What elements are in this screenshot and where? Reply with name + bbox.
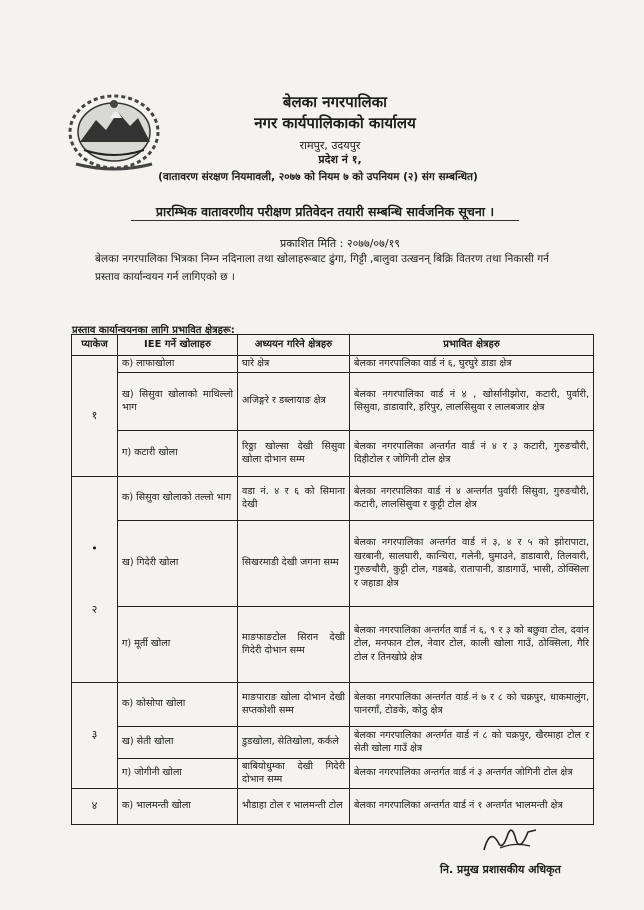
package-cell: ४: [72, 788, 118, 824]
nepal-emblem-icon: [66, 90, 162, 172]
table-header-row: [72, 335, 594, 356]
study-area-cell: भौडाहा टोल र भालमन्ती टोल: [238, 788, 350, 824]
study-area-cell: अजिङ्गरे र डब्लायाङ क्षेत्र: [238, 372, 350, 430]
signatory-title: नि. प्रमुख प्रशासकीय अधिकृत: [440, 863, 561, 876]
affected-cell: बेलका नगरपालिका अन्तर्गत वार्ड नं ८ को चक्रपुर, खैरमाहा टोल र सेती खोला गाउँ क्षेत्र: [350, 726, 594, 758]
table-row: [72, 430, 594, 476]
affected-cell: बेलका नगरपालिका वार्ड नं ४ अन्तर्गत पुर्वारी सिसुवा, गुरुङचौरी, कटारी, लालसिसुवा र कुट्टी टोल क्षेत्र: [350, 476, 594, 520]
river-cell: क) सिसुवा खोलाको तल्लो भाग: [118, 476, 238, 520]
package-cell: १: [72, 356, 118, 477]
river-cell: क) कोसोपा खोला: [118, 682, 238, 726]
study-area-cell: घारे क्षेत्र: [238, 356, 350, 373]
office-subtitle: नगर कार्यपालिकाको कार्यालय: [254, 114, 416, 132]
affected-cell: बेलका नगरपालिका वार्ड नं ६, घुरघुरे डाडा क्षेत्र: [350, 356, 594, 373]
notice-title: प्रारम्भिक वातावरणीय परीक्षण प्रतिवेदन तयारी सम्बन्धि सार्वजनिक सूचना ।: [155, 204, 495, 219]
affected-cell: बेलका नगरपालिका अन्तर्गत वार्ड नं १ अन्तर्गत भालमन्ती क्षेत्र: [350, 788, 594, 824]
affected-cell: बेलका नगरपालिका अन्तर्गत वार्ड नं ७ र ८ को चक्रपुर, धाकमालुंग, पानरगाँ, टोङके, कोठु क्षेत्र: [350, 682, 594, 726]
table-row: [72, 356, 594, 373]
affected-cell: बेलका नगरपालिका अन्तर्गत वार्ड नं ३, ४ र ५ को झोरापाटा, खरबानी, सालघारी, कान्चिरा, गलेनी, घुमाउने, डाडावारी, तिलवारी, गुरुङचौरी, कुट्टी टोल, गडबढे, रातापानी, डाडागाउँ, भासी, ठोक्सिला र जहाडा क्षेत्र: [350, 520, 594, 606]
river-cell: ख) सेती खोला: [118, 726, 238, 758]
table-row: [72, 520, 594, 606]
table-row: [72, 788, 594, 824]
table-caption: प्रस्ताव कार्यान्वयनका लागि प्रभावित क्षेत्रहरू:: [72, 325, 235, 336]
office-name: बेलका नगरपालिका: [282, 93, 388, 111]
table-row: [72, 372, 594, 430]
study-area-cell: सिखरमाडी देखी जगना सम्म: [238, 520, 350, 606]
package-cell: [72, 476, 118, 682]
affected-cell: बेलका नगरपालिका अन्तर्गत वार्ड नं ४ र ३ कटारी, गुरुङचौरी, दिहीटोल र जोगिनी टोल क्षेत्र: [350, 430, 594, 476]
river-cell: क) भालमन्ती खोला: [118, 788, 238, 824]
study-area-cell: वडा नं. ४ र ६ को सिमाना देखी: [238, 476, 350, 520]
header-study-area: अध्ययन गरिने क्षेत्रहरु: [238, 335, 350, 356]
river-cell: ख) सिसुवा खोलाको माथिल्लो भाग: [118, 372, 238, 430]
study-area-cell: माङफाङटोल सिरान देखी गिदेरी दोभान सम्म: [238, 606, 350, 682]
river-cell: ग) मूर्ती खोला: [118, 606, 238, 682]
province-label: प्रदेश नं १,: [318, 153, 362, 166]
river-cell: क) लाफाखोला: [118, 356, 238, 373]
regulation-reference: (वातावरण संरक्षण नियमावली, २०७७ को नियम ७ को उपनियम (२) संग सम्बन्धित): [158, 171, 478, 183]
package-cell: ३: [72, 682, 118, 788]
river-cell: ग) कटारी खोला: [118, 430, 238, 476]
table-row: [72, 606, 594, 682]
river-cell: ग) जोगीनी खोला: [118, 758, 238, 788]
package-number: २: [91, 603, 98, 616]
affected-cell: बेलका नगरपालिका अन्तर्गत वार्ड नं ६, ९ र ३ को बछुवा टोल, दवांन टोल, मनफान टोल, नेवार टोल, काली खोला गाउँ, ठोक्सिला, गैरि टोल र तिनखोप्रे क्षेत्र: [350, 606, 594, 682]
header-river: IEE गर्ने खोलाहरु: [118, 335, 238, 356]
study-area-cell: माङपाराङ खोला दोभान देखी सप्तकोशी सम्म: [238, 682, 350, 726]
title-underline: [131, 220, 519, 221]
stray-mark: •: [91, 541, 98, 555]
table-row: [72, 758, 594, 788]
affected-cell: बेलका नगरपालिका वार्ड नं ४ , खोर्सानीझोरा, कटारी, पुर्वारी, सिसुवा, डाडावारि, हरिपुर, लालसिसुवा र लालबजार क्षेत्र: [350, 372, 594, 430]
study-area-cell: रिठ्ठा खोल्सा देखी सिसुवा खोला दोभान सम्म: [238, 430, 350, 476]
header-affected: प्रभावित क्षेत्रहरु: [350, 335, 594, 356]
table-row: [72, 476, 594, 520]
header-package: प्याकेज: [72, 335, 118, 356]
handwritten-signature-icon: [480, 822, 540, 857]
notice-paragraph: बेलका नगरपालिका भित्रका निम्न नदिनाला तथा खोलाहरूबाट ढुंगा, गिट्टी ,बालुवा उत्खनन् बिक्रि वितरण तथा निकासी गर्न प्रस्ताव कार्यान्वयन गर्न लागिएको छ ।: [95, 253, 549, 283]
affected-areas-table: [71, 334, 594, 825]
table-row: [72, 682, 594, 726]
published-date: प्रकाशित मिति : २०७७/०७/१९: [279, 237, 401, 250]
office-address: रामपुर, उदयपुर: [299, 139, 361, 152]
study-area-cell: डुडखोला, सेतिखोला, कर्कले: [238, 726, 350, 758]
affected-cell: बेलका नगरपालिका अन्तर्गत वार्ड नं ३ अन्तर्गत जोगिनी टोल क्षेत्र: [350, 758, 594, 788]
table-row: [72, 726, 594, 758]
river-cell: ख) गिदेरी खोला: [118, 520, 238, 606]
study-area-cell: बाबियोधुम्का देखी गिदेरी दोभान सम्म: [238, 758, 350, 788]
